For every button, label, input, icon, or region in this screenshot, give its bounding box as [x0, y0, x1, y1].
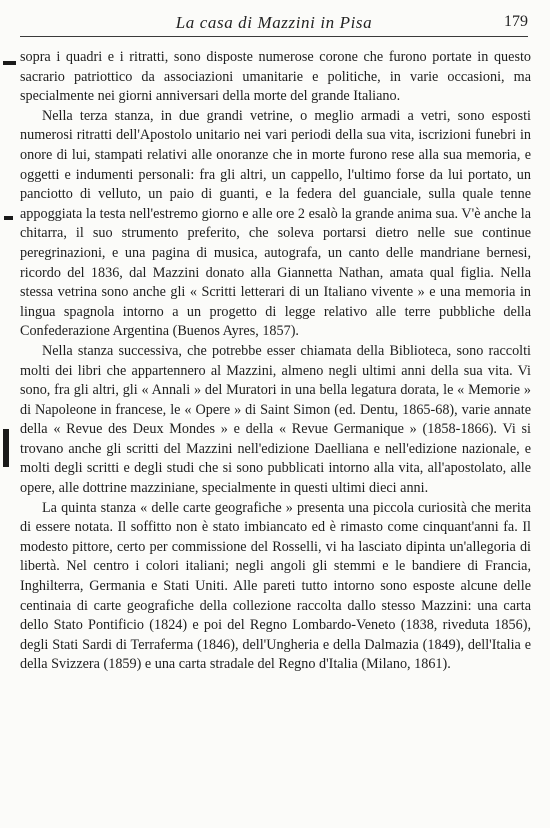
body-text	[20, 48, 531, 675]
page-number: 179	[504, 13, 528, 30]
margin-mark	[4, 216, 13, 220]
paragraph: sopra i quadri e i ritratti, sono disposte numerose corone che furono portate in questo sacrario patriottico da associazioni umanitarie e politiche, in varie occasioni, ma specialmente nei giorni anniversari della morte del grande Italiano.	[20, 49, 531, 105]
paragraph: La quinta stanza « delle carte geografiche » presenta una piccola curiosità che merita di essere notata. Il soffitto non è stato imbiancato ed è rimasto come cinquant'anni fa. Il modesto pittore, certo per commissione del Rosselli, vi ha lasciato dipinta un'allegoria di libertà. Nel centro i colori italiani; negli angoli gli stemmi e le bandiere di Francia, Inghilterra, Germania e Stati Uniti. Alle pareti tutto intorno sono esposte alcune delle centinaia di carte geografiche della collezione raccolta dallo stesso Mazzini: una carta dello Stato Pontificio (1824) e poi del Regno Lombardo-Veneto (1838, riveduta 1856), degli Stati Sardi di Terraferma (1846), dell'Ungheria e della Dalmazia (1849), dell'Italia e della Svizzera (1859) e una carta stradale del Regno d'Italia (Milano, 1861).	[20, 499, 531, 673]
running-header	[20, 10, 528, 37]
paragraph: Nella terza stanza, in due grandi vetrine, o meglio armadi a vetri, sono esposti numerosi ritratti dell'Apostolo unitario nei vari periodi della sua vita, iscrizioni funebri in onore di lui, stampati relativi alle onoranze che in morte furono rese alla sua memoria, e oggetti e indumenti personali: fra gli altri, un cappello, l'ultimo forse da lui portato, un panciotto di velluto, un paio di guanti, e la federa del guanciale, sulla quale tenne appoggiata la testa nell'estremo giorno e alle ore 2 esalò la grande anima sua. V'è anche la chitarra, il suo strumento preferito, che soleva portarsi dietro nelle sue continue peregrinazioni, e una pagina di musica, autografa, un canto delle mandriane bernesi, ricordo del 1836, dal Mazzini donato alla Giannetta Nathan, amata qual figlia. Nella stessa vetrina sono anche gli « Scritti letterari di un Italiano vivente » e una memoria in lingua spagnola intorno a un progetto di legge relativo alle terre pubbliche della Confederazione Argentina (Buenos Ayres, 1857).	[20, 107, 531, 340]
running-title: La casa di Mazzini in Pisa	[175, 13, 373, 32]
paragraph: Nella stanza successiva, che potrebbe esser chiamata della Biblioteca, sono raccolti molti dei libri che appartennero al Mazzini, almeno negli ultimi anni della sua vita. Vi sono, fra gli altri, gli « Annali » del Muratori in una bella legatura dorata, le « Memorie » di Napoleone in francese, le « Opere » di Saint Simon (ed. Dentu, 1865-68), varie annate della « Revue des Deux Mondes » e della « Revue Germanique » (1858-1866). Vi si trovano anche gli scritti del Mazzini nell'edizione Daelliana e nell'edizione nazionale, e molti degli scritti e degli studi che si sono pubblicati intorno alla vita, all'apostolato, alle opere, alle dottrine mazziniane, specialmente in questi ultimi dieci anni.	[20, 342, 531, 497]
margin-mark	[3, 429, 9, 467]
margin-mark	[3, 61, 16, 65]
